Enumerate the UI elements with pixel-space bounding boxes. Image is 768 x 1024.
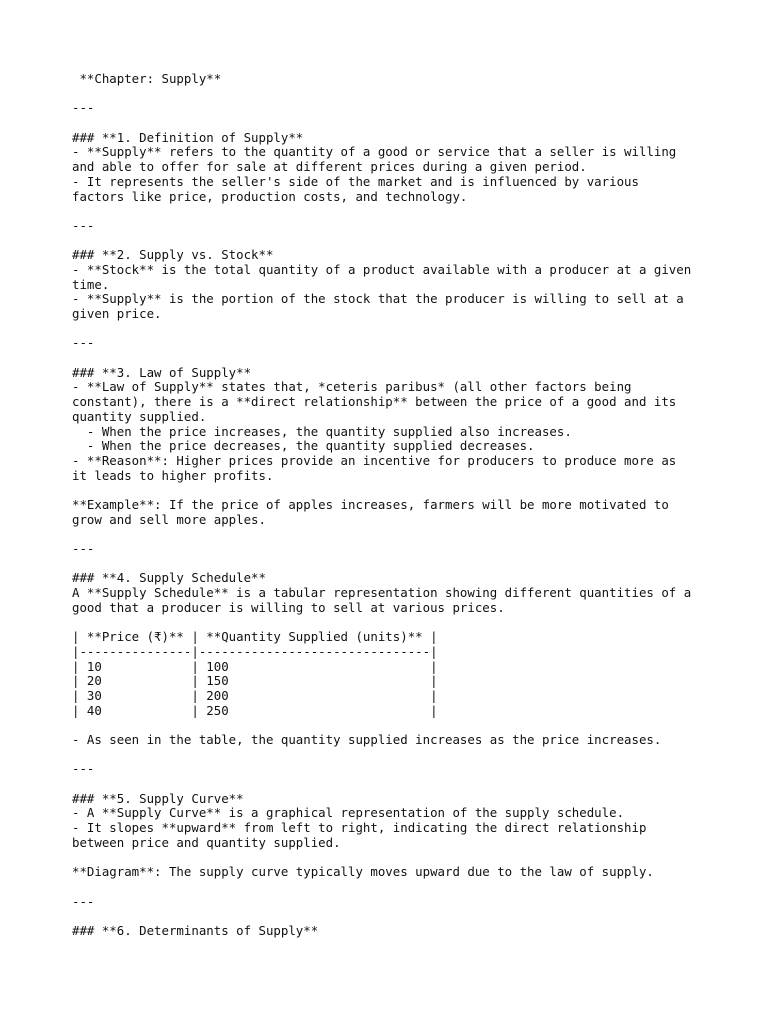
- text-line: time.: [72, 276, 110, 292]
- chapter-title: **Chapter: Supply**: [72, 71, 222, 86]
- horizontal-rule: ---: [72, 761, 95, 777]
- section-heading: ### **4. Supply Schedule**: [72, 570, 266, 586]
- text-line: - As seen in the table, the quantity supplied increases as the price increases.: [72, 731, 662, 747]
- text-line: good that a producer is willing to sell at various prices.: [72, 599, 505, 615]
- blank-line: [72, 880, 691, 895]
- horizontal-rule: ---: [72, 335, 95, 351]
- blank-line: [72, 557, 691, 572]
- text-line: - **Stock** is the total quantity of a product available with a producer at a given: [72, 261, 692, 277]
- text-line: it leads to higher profits.: [72, 467, 274, 483]
- blank-line: [72, 87, 691, 102]
- horizontal-rule: ---: [72, 217, 95, 233]
- blank-line: [72, 718, 691, 733]
- horizontal-rule: ---: [72, 541, 95, 556]
- table-row: | 20 | 150 |: [72, 673, 438, 689]
- blank-line: [72, 483, 691, 498]
- section-heading: ### **3. Law of Supply**: [72, 364, 252, 380]
- table-row: | **Price (₹)** | **Quantity Supplied (units)** |: [72, 629, 438, 645]
- text-line: - **Supply** is the portion of the stock that the producer is willing to sell at a: [72, 291, 684, 307]
- text-line: - **Law of Supply** states that, *ceteris paribus* (all other factors being: [72, 379, 632, 395]
- text-line: A **Supply Schedule** is a tabular representation showing different quantities of a: [72, 585, 692, 601]
- text-line: **Diagram**: The supply curve typically moves upward due to the law of supply.: [72, 864, 654, 880]
- text-line: and able to offer for sale at different prices during a given period.: [72, 159, 587, 175]
- blank-line: [72, 615, 691, 630]
- text-line: - It slopes **upward** from left to right, indicating the direct relationship: [72, 820, 647, 836]
- section-heading: ### **6. Determinants of Supply**: [72, 922, 319, 938]
- blank-line: [72, 116, 691, 131]
- blank-line: [72, 322, 691, 337]
- text-line: factors like price, production costs, and technology.: [72, 188, 468, 204]
- text-line: - When the price decreases, the quantity supplied decreases.: [72, 438, 535, 454]
- text-line: - When the price increases, the quantity supplied also increases.: [72, 423, 572, 439]
- document-body: [72, 72, 691, 939]
- blank-line: [72, 351, 691, 366]
- text-line: - **Supply** refers to the quantity of a good or service that a seller is willing: [72, 144, 677, 160]
- text-line: constant), there is a **direct relationship** between the price of a good and its: [72, 394, 677, 410]
- text-line: quantity supplied.: [72, 408, 207, 424]
- text-line: - It represents the seller's side of the market and is influenced by various: [72, 173, 639, 189]
- text-line: between price and quantity supplied.: [72, 834, 341, 850]
- text-line: grow and sell more apples.: [72, 511, 266, 527]
- text-line: given price.: [72, 306, 162, 321]
- blank-line: [72, 909, 691, 924]
- text-line: - **Reason**: Higher prices provide an incentive for producers to produce more as: [72, 452, 677, 468]
- blank-line: [72, 204, 691, 219]
- section-heading: ### **1. Definition of Supply**: [72, 129, 304, 145]
- text-line: - A **Supply Curve** is a graphical representation of the supply schedule.: [72, 805, 625, 821]
- section-heading: ### **5. Supply Curve**: [72, 790, 244, 806]
- text-line: **Example**: If the price of apples increases, farmers will be more motivated to: [72, 496, 669, 512]
- table-row: |---------------|-------------------------------|: [72, 643, 438, 659]
- table-row: | 10 | 100 |: [72, 658, 438, 674]
- blank-line: [72, 234, 691, 249]
- blank-line: [72, 777, 691, 792]
- horizontal-rule: ---: [72, 893, 95, 909]
- table-row: | 30 | 200 |: [72, 687, 438, 703]
- blank-line: [72, 527, 691, 542]
- blank-line: [72, 850, 691, 865]
- table-row: | 40 | 250 |: [72, 702, 438, 718]
- blank-line: [72, 748, 691, 763]
- section-heading: ### **2. Supply vs. Stock**: [72, 247, 274, 263]
- horizontal-rule: ---: [72, 100, 95, 116]
